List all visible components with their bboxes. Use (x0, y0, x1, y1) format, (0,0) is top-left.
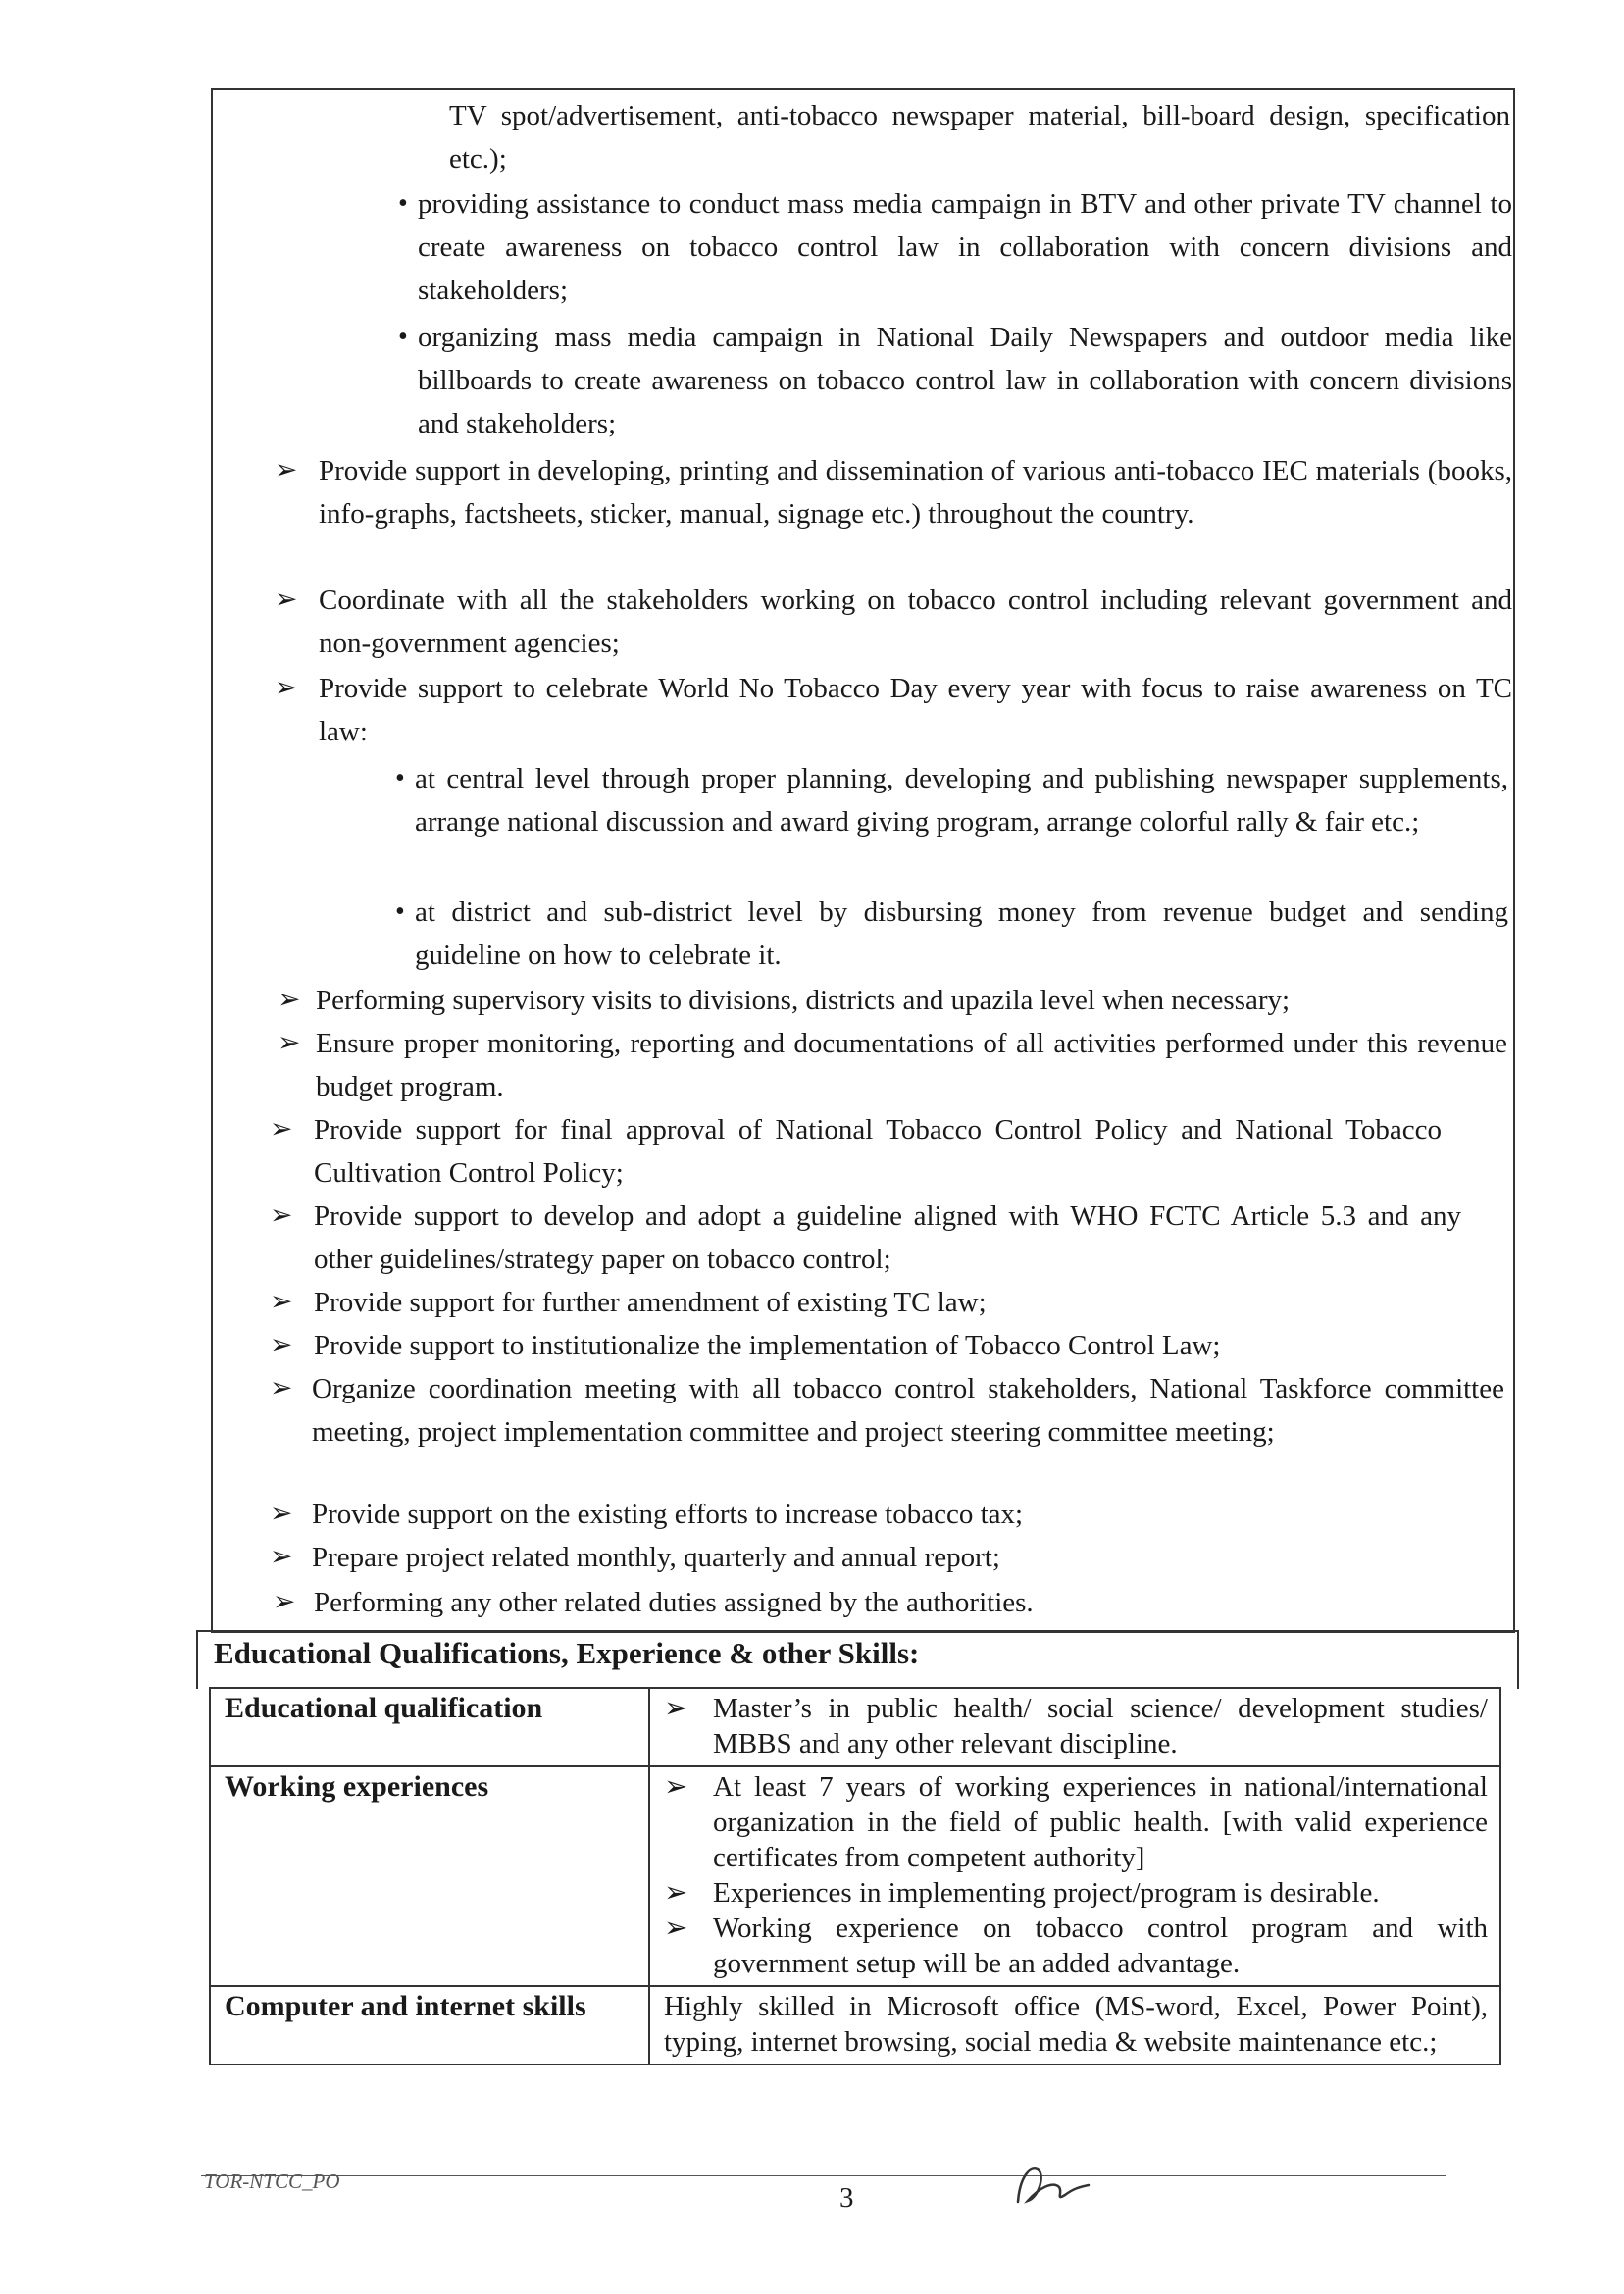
duty-item (314, 1108, 1442, 1195)
list-item (664, 1875, 1488, 1911)
duty-text: Organize coordination meeting with all tobacco control stakeholders, National Taskforce committee meeting, project implementation committee and project steering committee meeting; (312, 1373, 1504, 1448)
sub-bullet-text: organizing mass media campaign in National Daily Newspapers and outdoor media like billboards to create awareness on tobacco control law in collaboration with concern divisions and stakeholders; (418, 322, 1512, 439)
qualifications-table (209, 1687, 1501, 2065)
row-text: Highly skilled in Microsoft office (MS-word, Excel, Power Point), typing, internet browsing, social media & website maintenance etc.; (664, 1991, 1488, 2058)
arrow-bullet-icon: ➢ (278, 985, 301, 1015)
duty-text: Prepare project related monthly, quarterly and annual report; (312, 1542, 1000, 1573)
arrow-bullet-icon: ➢ (664, 1771, 688, 1803)
signature-icon (1010, 2158, 1098, 2217)
duty-item (319, 667, 1512, 753)
arrow-bullet-icon: ➢ (273, 1587, 296, 1617)
sub-bullet-item (418, 316, 1512, 445)
arrow-bullet-icon: ➢ (275, 673, 298, 703)
doc-tag: TOR-NTCC_PO (204, 2169, 340, 2193)
table-row (210, 1986, 1500, 2065)
duty-item (314, 1281, 1505, 1324)
row-content (649, 1766, 1500, 1986)
arrow-bullet-icon: ➢ (275, 585, 298, 615)
duty-item (314, 1581, 1506, 1624)
row-content (649, 1688, 1500, 1766)
arrow-bullet-icon: ➢ (278, 1028, 301, 1058)
arrow-bullet-icon: ➢ (270, 1330, 293, 1360)
sub-bullet-text: at district and sub-district level by disbursing money from revenue budget and sending guideline on how to celebrate it. (415, 896, 1508, 971)
footer-rule (201, 2175, 1446, 2176)
arrow-bullet-icon: ➢ (270, 1542, 293, 1572)
duty-item (314, 1195, 1461, 1281)
duty-text: Provide support to institutionalize the implementation of Tobacco Control Law; (314, 1330, 1221, 1361)
duty-item (319, 579, 1512, 665)
list-item-text: Working experience on tobacco control program and with government setup will be an added advantage. (713, 1912, 1488, 1979)
duty-item (319, 449, 1512, 535)
duty-text: Provide support for further amendment of existing TC law; (314, 1287, 987, 1318)
arrow-bullet-icon: ➢ (270, 1287, 293, 1317)
sub-bullet-text: at central level through proper planning, developing and publishing newspaper supplements, arrange national discussion and award giving program, arrange colorful rally & fair etc.; (415, 763, 1508, 838)
row-label: Computer and internet skills (210, 1986, 649, 2065)
duty-text: Coordinate with all the stakeholders working on tobacco control including relevant government and non-government agencies; (319, 585, 1512, 659)
continued-text: TV spot/advertisement, anti-tobacco newspaper material, bill-board design, specification etc.); (449, 100, 1510, 175)
duty-text: Provide support to develop and adopt a guideline aligned with WHO FCTC Article 5.3 and any other guidelines/strategy paper on tobacco control; (314, 1200, 1461, 1275)
dot-bullet-icon: • (395, 763, 405, 793)
list-item (664, 1769, 1488, 1875)
row-label: Educational qualification (210, 1688, 649, 1766)
list-item (664, 1911, 1488, 1981)
sub-bullet-text: providing assistance to conduct mass media campaign in BTV and other private TV channel to create awareness on tobacco control law in collaboration with concern divisions and stakeholders; (418, 188, 1512, 306)
duty-item (314, 1324, 1505, 1367)
arrow-bullet-icon: ➢ (270, 1114, 293, 1145)
table-row (210, 1688, 1500, 1766)
duty-item (316, 979, 1507, 1022)
list-item-text: At least 7 years of working experiences in national/international organization in the field of public health. [with valid experience certificates from competent authority] (713, 1771, 1488, 1873)
duty-text: Provide support on the existing efforts to increase tobacco tax; (312, 1499, 1024, 1530)
arrow-bullet-icon: ➢ (664, 1912, 688, 1944)
arrow-bullet-icon: ➢ (275, 455, 298, 485)
arrow-bullet-icon: ➢ (270, 1373, 293, 1403)
qualifications-heading: Educational Qualifications, Experience & other Skills: (214, 1636, 920, 1670)
duty-text: Performing supervisory visits to divisions, districts and upazila level when necessary; (316, 985, 1291, 1016)
duty-text: Provide support for final approval of National Tobacco Control Policy and National Tobacco Cultivation Control Policy; (314, 1114, 1442, 1189)
arrow-bullet-icon: ➢ (270, 1200, 293, 1231)
sub-bullet-item (418, 182, 1512, 312)
sub-bullet-item (415, 757, 1508, 843)
arrow-bullet-icon: ➢ (664, 1693, 688, 1724)
arrow-bullet-icon: ➢ (270, 1499, 293, 1529)
duty-item (312, 1493, 1504, 1536)
sub-bullet-item (415, 891, 1508, 977)
duty-item (316, 1022, 1507, 1108)
duty-text: Performing any other related duties assigned by the authorities. (314, 1587, 1034, 1618)
duty-item (312, 1367, 1504, 1453)
duty-text: Provide support in developing, printing and dissemination of various anti-tobacco IEC materials (books, info-graphs, factsheets, sticker, manual, signage etc.) throughout the country. (319, 455, 1512, 530)
duty-text: Ensure proper monitoring, reporting and documentations of all activities performed under this revenue budget program. (316, 1028, 1507, 1102)
row-label: Working experiences (210, 1766, 649, 1986)
dot-bullet-icon: • (398, 188, 408, 219)
dot-bullet-icon: • (395, 896, 405, 927)
duty-text: Provide support to celebrate World No Tobacco Day every year with focus to raise awareness on TC law: (319, 673, 1512, 747)
duty-item (312, 1536, 1504, 1579)
list-item-text: Master’s in public health/ social science/ development studies/ MBBS and any other relevant discipline. (713, 1693, 1488, 1759)
page-number: 3 (839, 2182, 854, 2214)
row-content (649, 1986, 1500, 2065)
list-item (664, 1691, 1488, 1761)
dot-bullet-icon: • (398, 322, 408, 352)
table-row (210, 1766, 1500, 1986)
arrow-bullet-icon: ➢ (664, 1877, 688, 1909)
list-item-text: Experiences in implementing project/program is desirable. (713, 1877, 1380, 1909)
